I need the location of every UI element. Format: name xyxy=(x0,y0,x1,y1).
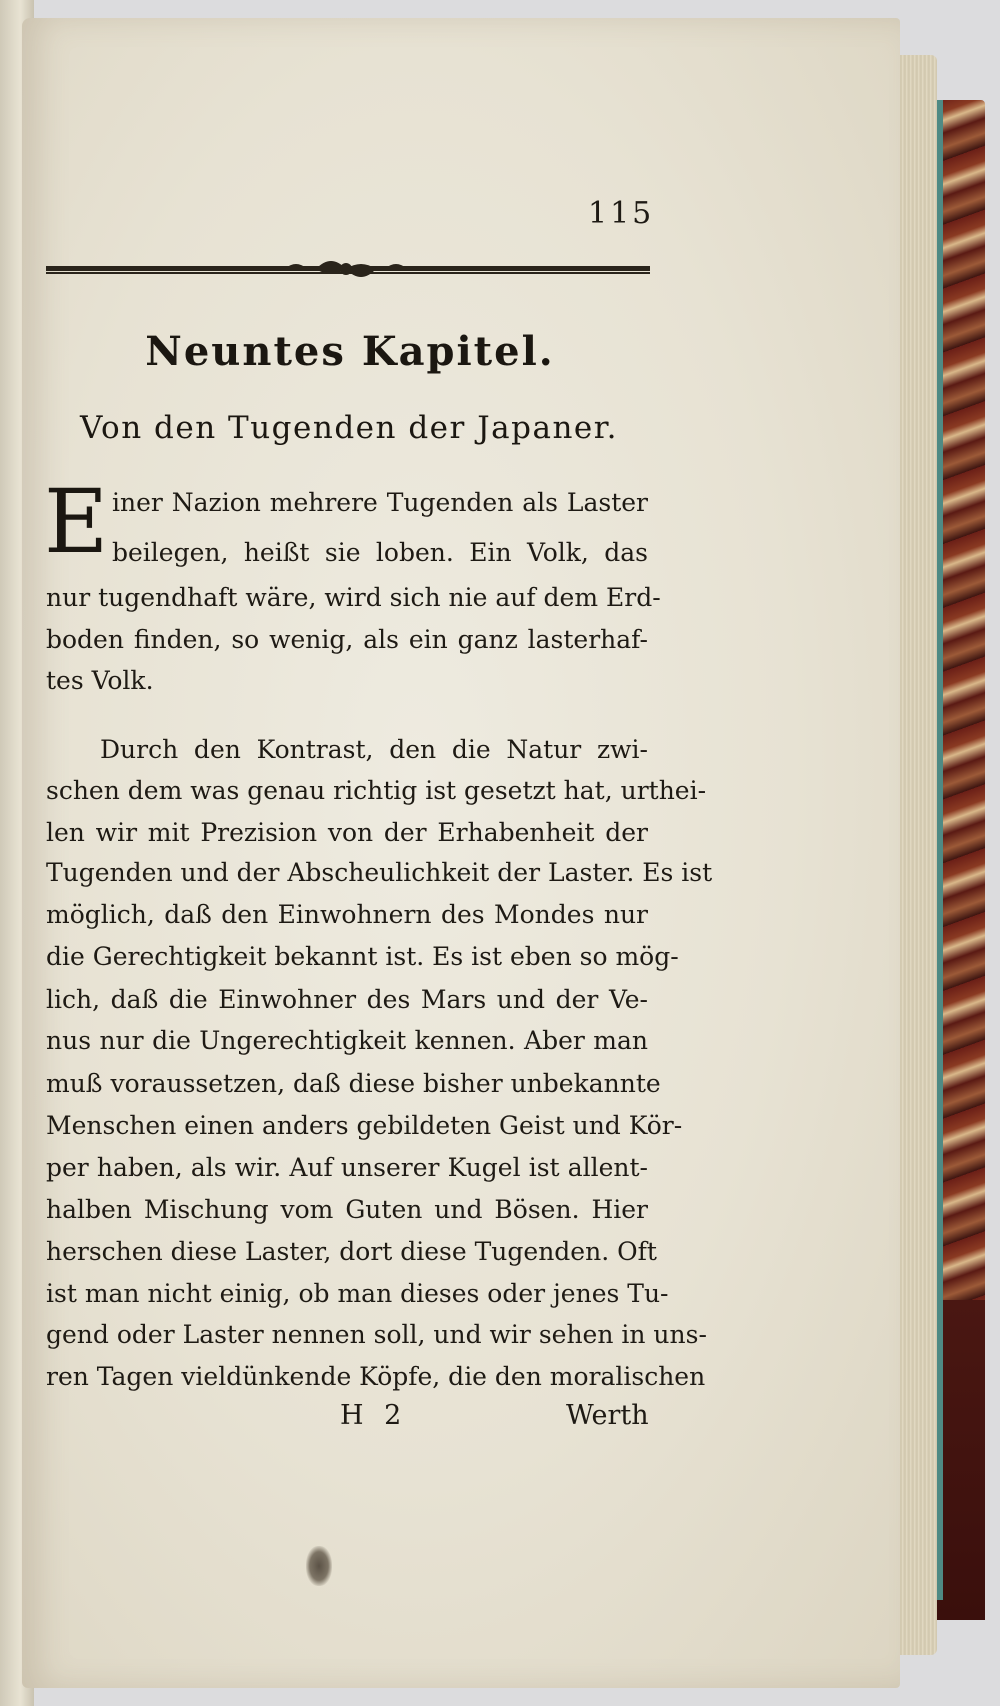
ink-stain xyxy=(306,1546,332,1586)
text-line: muß voraussetzen, daß diese bisher unbekannte xyxy=(46,1069,661,1098)
text-line: ist man nicht einig, ob man dieses oder jenes Tu- xyxy=(46,1279,669,1308)
text-line: möglich, daß den Einwohnern des Mondes nur xyxy=(46,900,648,929)
text-line: nur tugendhaft wäre, wird sich nie auf dem Erd- xyxy=(46,583,661,612)
text-line: schen dem was genau richtig ist gesetzt hat, urthei- xyxy=(46,776,707,805)
text-line: Durch den Kontrast, den die Natur zwi- xyxy=(100,735,648,764)
text-line: Tugenden und der Abscheulichkeit der Laster. Es ist xyxy=(46,858,713,887)
page-stack xyxy=(895,55,937,1655)
chapter-title: Neuntes Kapitel. xyxy=(145,328,555,375)
drop-cap: E xyxy=(44,470,109,573)
text-line: iner Nazion mehrere Tugenden als Laster xyxy=(112,488,648,517)
chapter-subtitle: Von den Tugenden der Japaner. xyxy=(80,410,619,446)
page-number: 115 xyxy=(588,196,655,231)
text-line: herschen diese Laster, dort diese Tugenden. Oft xyxy=(46,1237,657,1266)
text-line: nus nur die Ungerechtigkeit kennen. Aber man xyxy=(46,1026,648,1055)
text-line: gend oder Laster nennen soll, und wir sehen in uns- xyxy=(46,1320,707,1349)
catchword: Werth xyxy=(566,1400,649,1431)
text-line: halben Mischung vom Guten und Bösen. Hier xyxy=(46,1195,648,1224)
text-line: die Gerechtigkeit bekannt ist. Es ist eben so mög- xyxy=(46,942,679,971)
text-line: boden finden, so wenig, als ein ganz lasterhaf- xyxy=(46,625,648,654)
text-line: len wir mit Prezision von der Erhabenheit der xyxy=(46,818,648,847)
signature-mark: H 2 xyxy=(340,1400,408,1431)
text-line: tes Volk. xyxy=(46,666,154,695)
text-line: ren Tagen vieldünkende Köpfe, die den moralischen xyxy=(46,1362,706,1391)
text-line: Menschen einen anders gebildeten Geist und Kör- xyxy=(46,1111,683,1140)
text-line: beilegen, heißt sie loben. Ein Volk, das xyxy=(112,538,648,567)
text-line: per haben, als wir. Auf unserer Kugel ist allent- xyxy=(46,1153,648,1182)
ornamental-rule xyxy=(46,255,650,283)
text-line: lich, daß die Einwohner des Mars und der Ve- xyxy=(46,985,648,1014)
